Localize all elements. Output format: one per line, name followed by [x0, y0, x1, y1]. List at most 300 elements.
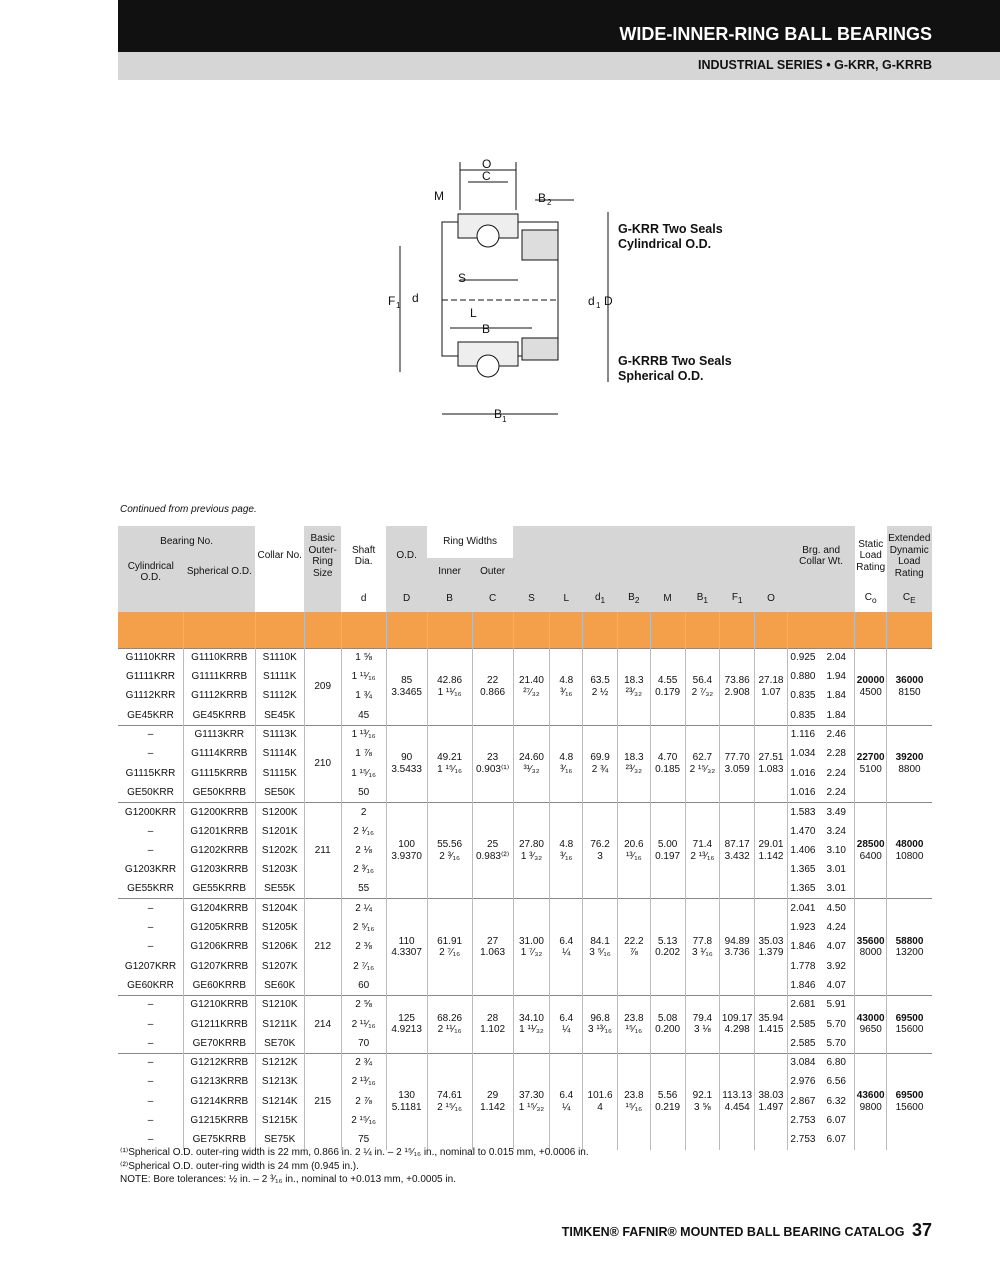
units-row [118, 612, 932, 648]
dim-o [755, 1053, 788, 1149]
dim-d [386, 648, 427, 725]
rating-ce [887, 899, 932, 995]
rating-co-n: 43600 [856, 1090, 885, 1102]
sym-B1-main: B [696, 592, 704, 604]
weight-kg: 0.880 [790, 671, 816, 683]
weight-lbs: 3.49 [818, 802, 855, 821]
dim-d1-in: 2 ¾ [591, 763, 609, 775]
rating-co [855, 648, 887, 725]
dim-b1-mm: 71.4 [692, 839, 713, 851]
collar-no: S1210K [255, 995, 304, 1014]
sym-C: C [472, 586, 513, 612]
rating-co-lbs: 6400 [859, 850, 882, 862]
dim-b2 [617, 1053, 650, 1149]
weight-lbs: 1.94 [818, 667, 855, 686]
sym-Co-main: C [864, 592, 872, 604]
dim-b-in: 2 ⁷⁄₁₆ [439, 947, 461, 959]
dim-s-in: 1 ¹⁵⁄₃₂ [518, 1101, 545, 1113]
rating-ce [887, 995, 932, 1053]
sym-Co [855, 586, 887, 612]
spherical-od-part: G1110KRRB [184, 648, 256, 667]
spherical-od-part: GE60KRRB [184, 976, 256, 995]
th-shaft-dia: Shaft Dia. [351, 544, 376, 567]
rating-co-lbs: 9800 [859, 1101, 882, 1113]
dim-s [513, 648, 550, 725]
dim-m [650, 802, 685, 898]
th-outer: Outer [472, 558, 513, 586]
spherical-od-part: G1204KRRB [184, 899, 256, 918]
dim-b-in: 1 ¹¹⁄₁₆ [437, 686, 462, 698]
dim-b [427, 802, 472, 898]
dim-m-mm: 5.00 [657, 839, 678, 851]
dim-b2-in: ²³⁄₃₂ [625, 763, 642, 775]
collar-no: S1215K [255, 1111, 304, 1130]
dim-b1 [685, 899, 720, 995]
collar-no: S1200K [255, 802, 304, 821]
label-d: d [412, 291, 419, 305]
weight-lbs: 2.24 [818, 783, 855, 802]
dim-b2-in: ¹³⁄₁₆ [625, 850, 642, 862]
krr-label-2: Cylindrical O.D. [618, 237, 712, 251]
dim-b2-in: ²³⁄₃₂ [625, 686, 642, 698]
rating-ce-lbs: 8800 [898, 763, 921, 775]
dim-b [427, 725, 472, 802]
collar-bottom [522, 338, 558, 360]
dim-d1-mm: 84.1 [590, 935, 610, 947]
dim-m-in: 0.200 [655, 1024, 681, 1036]
rating-ce-lbs: 15600 [895, 1024, 924, 1036]
dim-l-in: ³⁄₁₆ [560, 763, 573, 775]
weight-kg: 2.867 [790, 1095, 816, 1107]
weight-lbs: 3.01 [818, 860, 855, 879]
dim-b1 [685, 802, 720, 898]
dim-o-mm: 38.03 [758, 1090, 784, 1102]
spherical-od-part: G1206KRRB [184, 937, 256, 956]
weight-lbs: 6.56 [818, 1073, 855, 1092]
dim-d-in: 3.3465 [391, 686, 422, 698]
dim-f1 [720, 899, 755, 995]
sym-B1-sub: 1 [703, 595, 709, 606]
sym-S: S [513, 586, 550, 612]
dim-c [472, 1053, 513, 1149]
dim-l [550, 802, 583, 898]
shaft-dia: 2 ⁷⁄₁₆ [341, 957, 386, 976]
rating-co-n: 28500 [856, 839, 885, 851]
dim-d-in: 3.5433 [391, 763, 422, 775]
collar-no: S1111K [255, 667, 304, 686]
spherical-od-part: GE75KRRB [184, 1130, 256, 1149]
dim-m-in: 0.219 [655, 1101, 681, 1113]
dim-f1-in: 4.454 [724, 1101, 750, 1113]
rating-ce [887, 1053, 932, 1149]
collar-no: S1205K [255, 918, 304, 937]
dim-f1-in: 3.432 [724, 850, 750, 862]
unit-kg [787, 612, 818, 648]
cylindrical-od-part: G1110KRR [118, 648, 184, 667]
krrb-label-2: Spherical O.D. [618, 369, 704, 383]
rating-ce-lbs: 13200 [895, 947, 924, 959]
sym-B1 [685, 586, 720, 612]
weight-kg: 1.016 [790, 767, 816, 779]
dim-f1-in: 3.059 [724, 763, 750, 775]
dim-d-mm: 110 [398, 935, 415, 947]
dim-f1-mm: 109.17 [721, 1012, 753, 1024]
weight-kg: 2.681 [787, 995, 818, 1014]
dim-d1-in: 3 ⁵⁄₁₆ [589, 947, 611, 959]
th-spherical: Spherical O.D. [184, 558, 256, 586]
collar-no: S1207K [255, 957, 304, 976]
spherical-od-part: G1113KRR [184, 725, 256, 744]
table-row [118, 802, 932, 821]
dim-l-mm: 6.4 [559, 1012, 574, 1024]
krr-label-1: G-KRR Two Seals [618, 222, 723, 236]
cylindrical-od-part: G1200KRR [118, 802, 184, 821]
dim-m-in: 0.179 [655, 686, 681, 698]
cylindrical-od-part: GE60KRR [118, 976, 184, 995]
sym-B2-main: B [628, 592, 635, 604]
dim-m-in: 0.197 [655, 850, 681, 862]
cylindrical-od-part: – [118, 1053, 184, 1072]
dim-c [472, 995, 513, 1053]
weight-kg: 3.084 [787, 1053, 818, 1072]
cylindrical-od-part: G1115KRR [118, 764, 184, 783]
dim-d1 [583, 725, 618, 802]
dim-b1-in: 3 ⅛ [694, 1024, 711, 1036]
dim-m-mm: 5.56 [657, 1090, 678, 1102]
shaft-dia: 2 ⅞ [341, 1092, 386, 1111]
collar-no: S1214K [255, 1092, 304, 1111]
dim-b [427, 899, 472, 995]
ball-top [477, 225, 499, 247]
bearing-diagram [360, 150, 760, 450]
dim-s [513, 899, 550, 995]
unit-lbs [818, 612, 855, 648]
dim-d-in: 4.9213 [391, 1024, 422, 1036]
collar-no: S1213K [255, 1073, 304, 1092]
dim-b [427, 995, 472, 1053]
dim-s-mm: 21.40 [518, 675, 544, 687]
weight-kg: 0.835 [790, 690, 816, 702]
rating-ce-n: 36000 [895, 675, 924, 687]
dim-l-mm: 6.4 [559, 935, 574, 947]
dim-d1-mm: 69.9 [590, 752, 610, 764]
dim-o [755, 802, 788, 898]
rating-ce-lbs: 8150 [898, 686, 921, 698]
dim-b-mm: 55.56 [437, 839, 463, 851]
label-d1: d [588, 294, 595, 308]
sym-d: d [360, 593, 367, 605]
shaft-dia: 1 ¹¹⁄₁₆ [341, 667, 386, 686]
dim-b2-mm: 18.3 [624, 675, 644, 687]
dim-b-mm: 61.91 [437, 935, 463, 947]
shaft-dia: 2 ¼ [341, 899, 386, 918]
dim-b2-mm: 23.8 [624, 1012, 644, 1024]
rating-ce-n: 39200 [895, 752, 924, 764]
label-L: L [470, 306, 477, 320]
shaft-dia: 70 [341, 1034, 386, 1053]
cylindrical-od-part: – [118, 1073, 184, 1092]
dim-d1-mm: 76.2 [590, 839, 610, 851]
weight-lbs: 6.07 [818, 1111, 855, 1130]
dim-d1-mm: 63.5 [590, 675, 610, 687]
dim-b1-mm: 79.4 [692, 1012, 713, 1024]
label-B2-sub: 2 [547, 198, 552, 207]
weight-lbs: 3.24 [818, 822, 855, 841]
shaft-dia: 2 ¹¹⁄₁₆ [341, 1015, 386, 1034]
weight-lbs: 5.70 [818, 1015, 855, 1034]
table-row [118, 899, 932, 918]
collar-no: SE70K [255, 1034, 304, 1053]
dim-d [386, 802, 427, 898]
weight-lbs: 1.84 [818, 687, 855, 706]
collar-no: S1114K [255, 744, 304, 763]
shaft-dia: 2 ¹³⁄₁₆ [341, 1073, 386, 1092]
dim-m-mm: 5.13 [657, 935, 678, 947]
dim-m [650, 995, 685, 1053]
shaft-dia: 2 ³⁄₁₆ [341, 860, 386, 879]
dim-b2 [617, 995, 650, 1053]
dim-b-mm: 49.21 [437, 752, 463, 764]
dim-b-in: 2 ³⁄₁₆ [439, 850, 460, 862]
sym-CE-sub: E [910, 595, 916, 606]
dim-o-in: 1.07 [761, 686, 781, 698]
label-F1-sub: 1 [396, 301, 401, 310]
dim-l-mm: 4.8 [559, 839, 574, 851]
dim-d1-mm: 96.8 [590, 1012, 610, 1024]
dim-d1 [583, 899, 618, 995]
collar-no: S1112K [255, 687, 304, 706]
cylindrical-od-part: – [118, 725, 184, 744]
weight-kg: 1.016 [790, 786, 816, 798]
dim-l-mm: 4.8 [559, 752, 574, 764]
dim-d1 [583, 648, 618, 725]
dim-s-in: 1 ¹¹⁄₃₂ [519, 1024, 544, 1036]
th-collar-no: Collar No. [257, 550, 302, 562]
spherical-od-part: GE70KRRB [184, 1034, 256, 1053]
collar-no: SE55K [255, 880, 304, 899]
th-extended: Extended Dynamic Load Rating [887, 526, 932, 586]
cylindrical-od-part: G1112KRR [118, 687, 184, 706]
table-row [118, 995, 932, 1014]
dim-b-in: 2 ¹¹⁄₁₆ [437, 1024, 462, 1036]
sym-L: L [550, 586, 583, 612]
dim-d-in: 4.3307 [391, 947, 422, 959]
dim-b1-in: 3 ⅝ [694, 1101, 711, 1113]
dim-d1-mm: 101.6 [587, 1090, 613, 1102]
dim-b1-mm: 92.1 [692, 1090, 713, 1102]
sym-Co-sub: o [872, 595, 877, 606]
shaft-dia: 55 [341, 880, 386, 899]
spherical-od-part: G1212KRRB [184, 1053, 256, 1072]
cylindrical-od-part: – [118, 937, 184, 956]
dim-d [386, 995, 427, 1053]
weight-lbs: 6.32 [818, 1092, 855, 1111]
rating-co [855, 1053, 887, 1149]
dim-s [513, 725, 550, 802]
page-footer [562, 1220, 932, 1241]
collar-no: S1206K [255, 937, 304, 956]
cylindrical-od-part: – [118, 1034, 184, 1053]
spherical-od-part: G1114KRRB [184, 744, 256, 763]
th-inner: Inner [427, 558, 472, 586]
dim-o-mm: 35.03 [758, 935, 784, 947]
shaft-dia: 2 ⁵⁄₁₆ [341, 918, 386, 937]
collar-no: S1115K [255, 764, 304, 783]
weight-kg: 1.406 [790, 844, 816, 856]
rating-co-lbs: 8000 [859, 947, 882, 959]
dim-b-mm: 74.61 [437, 1090, 463, 1102]
dim-o [755, 725, 788, 802]
dim-b1 [685, 995, 720, 1053]
dim-o-in: 1.497 [758, 1101, 784, 1113]
dim-l-in: ¼ [562, 947, 571, 959]
dim-m-mm: 5.08 [657, 1012, 678, 1024]
dim-c-in: 1.063 [480, 947, 506, 959]
dim-b2 [617, 802, 650, 898]
dim-c-mm: 23 [487, 752, 499, 764]
dim-c-in: 1.142 [480, 1101, 506, 1113]
sym-O: O [755, 586, 788, 612]
cylindrical-od-part: GE50KRR [118, 783, 184, 802]
weight-lbs: 4.50 [818, 899, 855, 918]
dim-o-mm: 29.01 [758, 839, 784, 851]
dim-b1 [685, 1053, 720, 1149]
shaft-dia: 2 ⅝ [341, 995, 386, 1014]
dim-f1-in: 4.298 [724, 1024, 750, 1036]
collar-no: SE50K [255, 783, 304, 802]
label-B1-sub: 1 [502, 415, 507, 424]
cylindrical-od-part: GE45KRR [118, 706, 184, 725]
weight-lbs: 5.91 [818, 995, 855, 1014]
dim-c-mm: 25 [487, 839, 499, 851]
dim-c-in: 0.866 [480, 686, 506, 698]
weight-lbs: 3.10 [818, 841, 855, 860]
dim-s-mm: 27.80 [518, 839, 544, 851]
dim-c [472, 899, 513, 995]
rating-co-n: 20000 [856, 675, 885, 687]
weight-lbs: 6.80 [818, 1053, 855, 1072]
dim-m-in: 0.185 [655, 763, 681, 775]
cylindrical-od-part: GE55KRR [118, 880, 184, 899]
th-cylindrical: Cylindrical O.D. [118, 558, 184, 586]
dim-f1 [720, 995, 755, 1053]
dim-f1-mm: 77.70 [724, 752, 750, 764]
weight-kg: 2.976 [790, 1076, 816, 1088]
rating-co-n: 22700 [856, 752, 885, 764]
dim-d-mm: 130 [398, 1090, 415, 1102]
dim-m-in: 0.202 [655, 947, 681, 959]
dim-m [650, 1053, 685, 1149]
dim-f1 [720, 802, 755, 898]
weight-lbs: 4.07 [818, 937, 855, 956]
table-row [118, 648, 932, 667]
collar-no: S1113K [255, 725, 304, 744]
weight-lbs: 5.70 [818, 1034, 855, 1053]
ball-bottom [477, 355, 499, 377]
spherical-od-part: G1211KRRB [184, 1015, 256, 1034]
outer-ring-size: 211 [304, 802, 341, 898]
shaft-dia: 45 [341, 706, 386, 725]
rating-ce-n: 69500 [895, 1090, 924, 1102]
th-basic-outer: Basic Outer- Ring Size [304, 526, 341, 586]
dim-s [513, 802, 550, 898]
dim-b2 [617, 648, 650, 725]
rating-ce-lbs: 15600 [895, 1101, 924, 1113]
page-number: 37 [911, 1220, 932, 1240]
shaft-dia: 2 ¾ [341, 1053, 386, 1072]
rating-ce-n: 48000 [895, 839, 924, 851]
sym-M: M [650, 586, 685, 612]
footnote-2: ⁽²⁾Spherical O.D. outer-ring width is 24 mm (0.945 in.). [120, 1160, 359, 1172]
sym-F1 [720, 586, 755, 612]
sym-CE [887, 586, 932, 612]
weight-kg: 1.365 [790, 883, 816, 895]
page-title: WIDE-INNER-RING BALL BEARINGS [118, 0, 1000, 52]
rating-co-lbs: 9650 [859, 1024, 882, 1036]
spherical-od-part: G1210KRRB [184, 995, 256, 1014]
dim-l-in: ³⁄₁₆ [560, 850, 573, 862]
catalog-title: TIMKEN® FAFNIR® MOUNTED BALL BEARING CATALOG [561, 1225, 905, 1239]
cylindrical-od-part: – [118, 1092, 184, 1111]
outer-ring-size: 210 [304, 725, 341, 802]
dim-l [550, 725, 583, 802]
bore-tolerance-note: NOTE: Bore tolerances: ½ in. – 2 ³⁄₁₆ in., nominal to +0.013 mm, +0.0005 in. [120, 1174, 456, 1185]
dim-b1 [685, 725, 720, 802]
dim-l-in: ³⁄₁₆ [560, 686, 573, 698]
dim-f1 [720, 1053, 755, 1149]
dim-b2 [617, 725, 650, 802]
shaft-dia: 2 ¹⁄₁₆ [341, 822, 386, 841]
sym-F1-sub: 1 [737, 595, 743, 606]
dim-l [550, 995, 583, 1053]
label-C: C [482, 169, 491, 183]
cylindrical-od-part: – [118, 1130, 184, 1149]
outer-ring-size: 209 [304, 648, 341, 725]
label-S: S [458, 271, 467, 285]
dim-s-mm: 31.00 [518, 935, 544, 947]
dim-d1 [583, 802, 618, 898]
label-B1: B [494, 407, 503, 421]
rating-co [855, 899, 887, 995]
spherical-od-part: G1111KRRB [184, 667, 256, 686]
sym-d1 [583, 586, 618, 612]
cylindrical-od-part: – [118, 995, 184, 1014]
weight-kg: 1.034 [790, 748, 816, 760]
dim-d-in: 5.1181 [391, 1101, 422, 1113]
weight-kg: 1.116 [787, 725, 818, 744]
dim-b [427, 1053, 472, 1149]
dim-l [550, 648, 583, 725]
dim-s-in: 1 ⁷⁄₃₂ [520, 947, 543, 959]
dim-d1 [583, 995, 618, 1053]
rating-ce [887, 648, 932, 725]
weight-kg: 0.925 [787, 648, 818, 667]
spherical-od-part: G1207KRRB [184, 957, 256, 976]
spherical-od-part: G1115KRRB [184, 764, 256, 783]
dim-l-in: ¼ [562, 1101, 571, 1113]
dim-d [386, 725, 427, 802]
weight-kg: 2.585 [790, 1037, 816, 1049]
continued-note: Continued from previous page. [120, 504, 257, 515]
th-bearing-no: Bearing No. [118, 526, 255, 558]
dim-d-mm: 90 [401, 752, 413, 764]
collar-no: S1203K [255, 860, 304, 879]
footnote-1: ⁽¹⁾Spherical O.D. outer-ring width is 22 mm, 0.866 in. 2 ¼ in. – 2 ¹⁵⁄₁₆ in., nominal to 0.015 mm, +0.0006 in. [120, 1147, 589, 1158]
spherical-od-part: GE50KRRB [184, 783, 256, 802]
dim-f1-in: 2.908 [724, 686, 750, 698]
shaft-dia: 2 ⅛ [341, 841, 386, 860]
weight-kg: 1.923 [790, 922, 816, 934]
